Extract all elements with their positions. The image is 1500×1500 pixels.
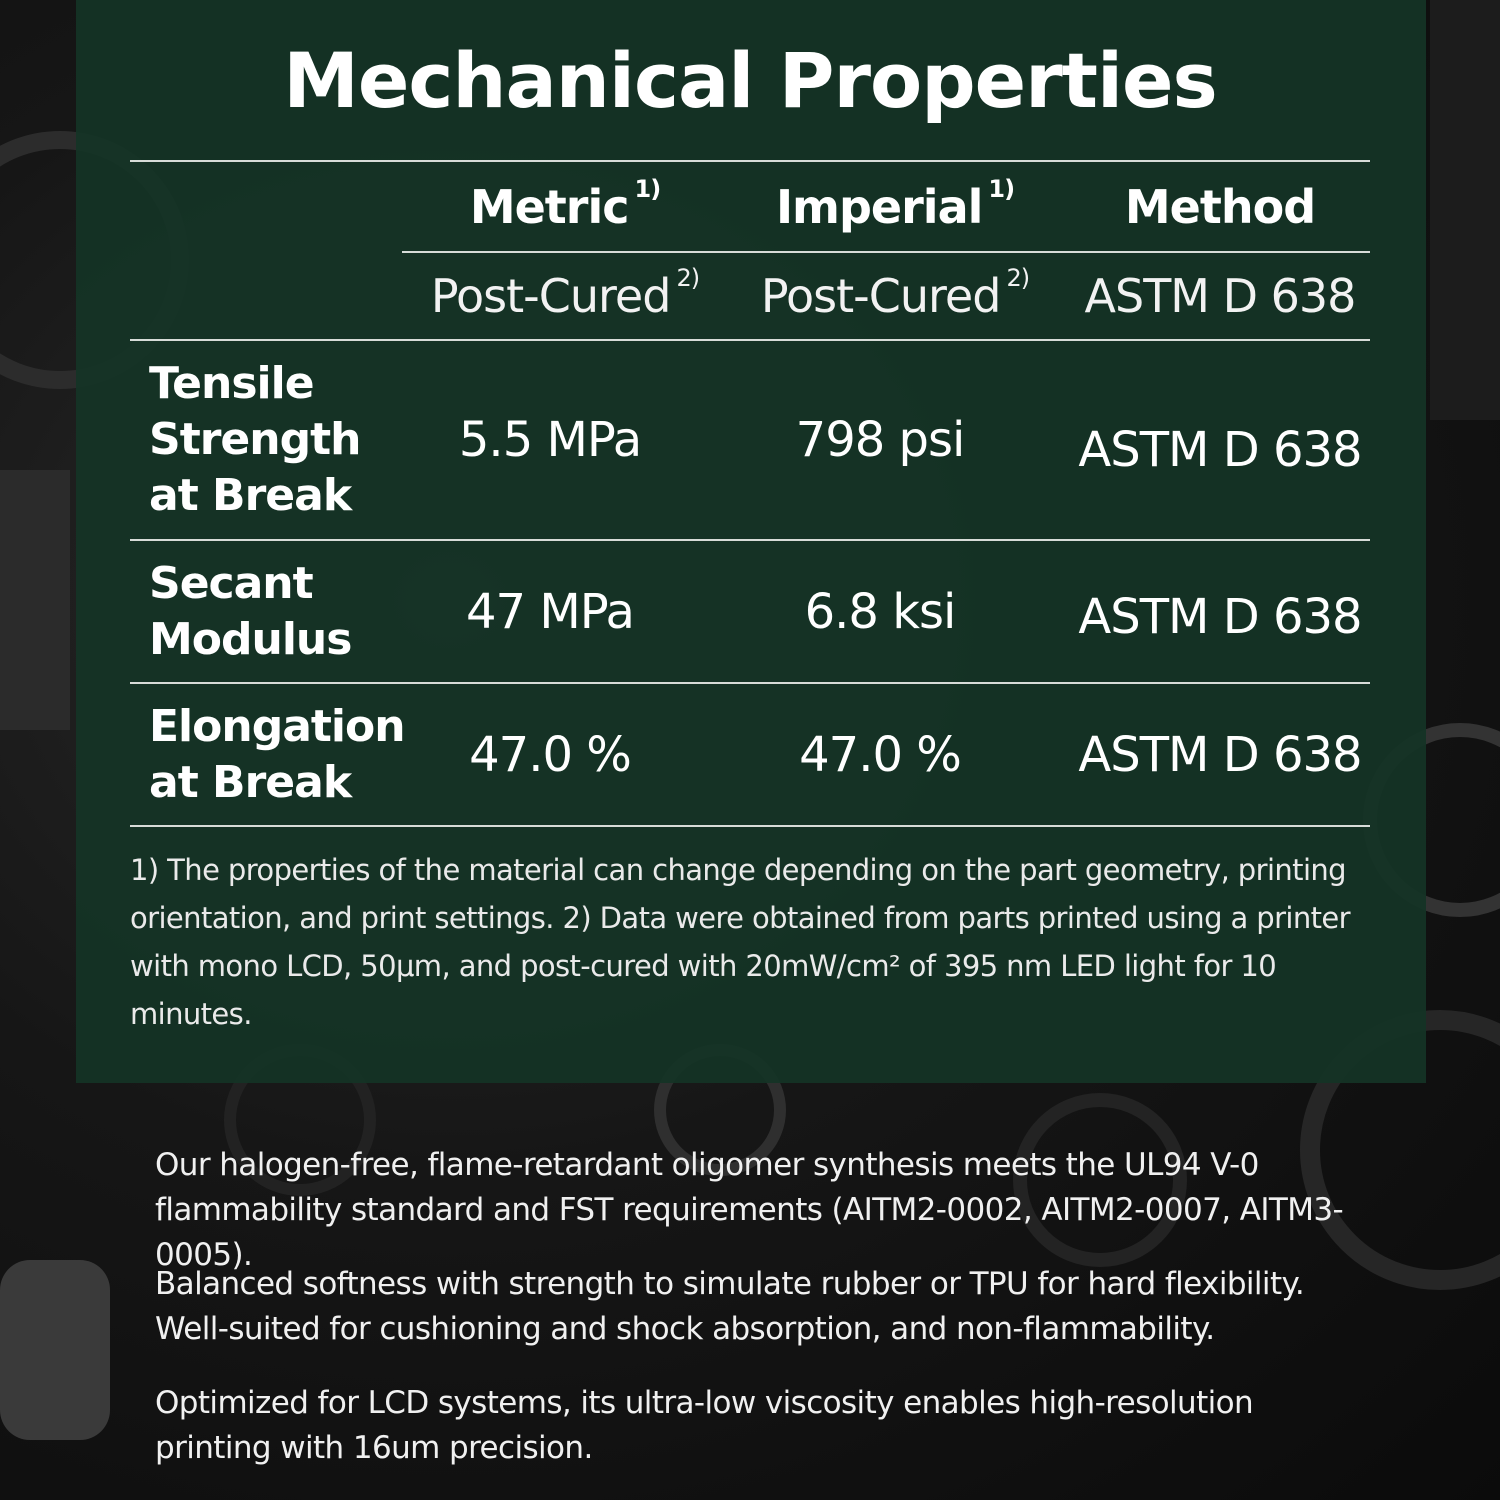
- elongation-metric-value: 47.0 %: [469, 726, 631, 783]
- tensile-method-value: ASTM D 638: [1078, 422, 1362, 478]
- row-label-elongation: Elongation at Break: [149, 700, 405, 808]
- tensile-imperial-value: 798 psi: [795, 412, 965, 468]
- elongation-imperial-value: 47.0 %: [799, 726, 961, 783]
- subheader-metric: Post-Cured 2): [430, 264, 700, 323]
- table-footnote: 1) The properties of the material can change depending on the part geometry, printing orientation, and print settings. 2) Data were obtained from parts printed using a printer with mono LCD, 50μm, and post-cured with 20mW/cm² of 395 nm LED light for 10 minutes.: [130, 853, 1350, 1031]
- subheader-method: ASTM D 638: [1084, 269, 1356, 323]
- description-flame-retardant: Our halogen-free, flame-retardant oligomer synthesis meets the UL94 V-0 flammability standard and FST requirements (AITM2-0002, AITM2-0007, AITM3-0005).: [155, 1147, 1344, 1273]
- description-softness: Balanced softness with strength to simulate rubber or TPU for hard flexibility. Well-suited for cushioning and shock absorption, and non-flammability.: [155, 1266, 1305, 1347]
- secant-method-value: ASTM D 638: [1078, 588, 1362, 645]
- secant-metric-value: 47 MPa: [466, 583, 634, 640]
- column-header-method: Method: [1124, 180, 1316, 234]
- elongation-method-value: ASTM D 638: [1078, 726, 1362, 783]
- column-header-metric: Metric 1): [469, 175, 661, 234]
- row-label-secant-modulus: Secant Modulus: [149, 557, 352, 665]
- secant-imperial-value: 6.8 ksi: [804, 583, 956, 640]
- table-rule-bottom: [130, 825, 1370, 827]
- row-label-tensile-strength: Tensile Strength at Break: [149, 358, 361, 521]
- subheader-imperial: Post-Cured 2): [760, 264, 1030, 323]
- description-lcd-optimized: Optimized for LCD systems, its ultra-low viscosity enables high-resolution printing with 16um precision.: [155, 1385, 1254, 1466]
- page-title: Mechanical Properties: [283, 36, 1217, 125]
- tensile-metric-value: 5.5 MPa: [458, 412, 642, 468]
- column-header-imperial: Imperial 1): [775, 175, 1015, 234]
